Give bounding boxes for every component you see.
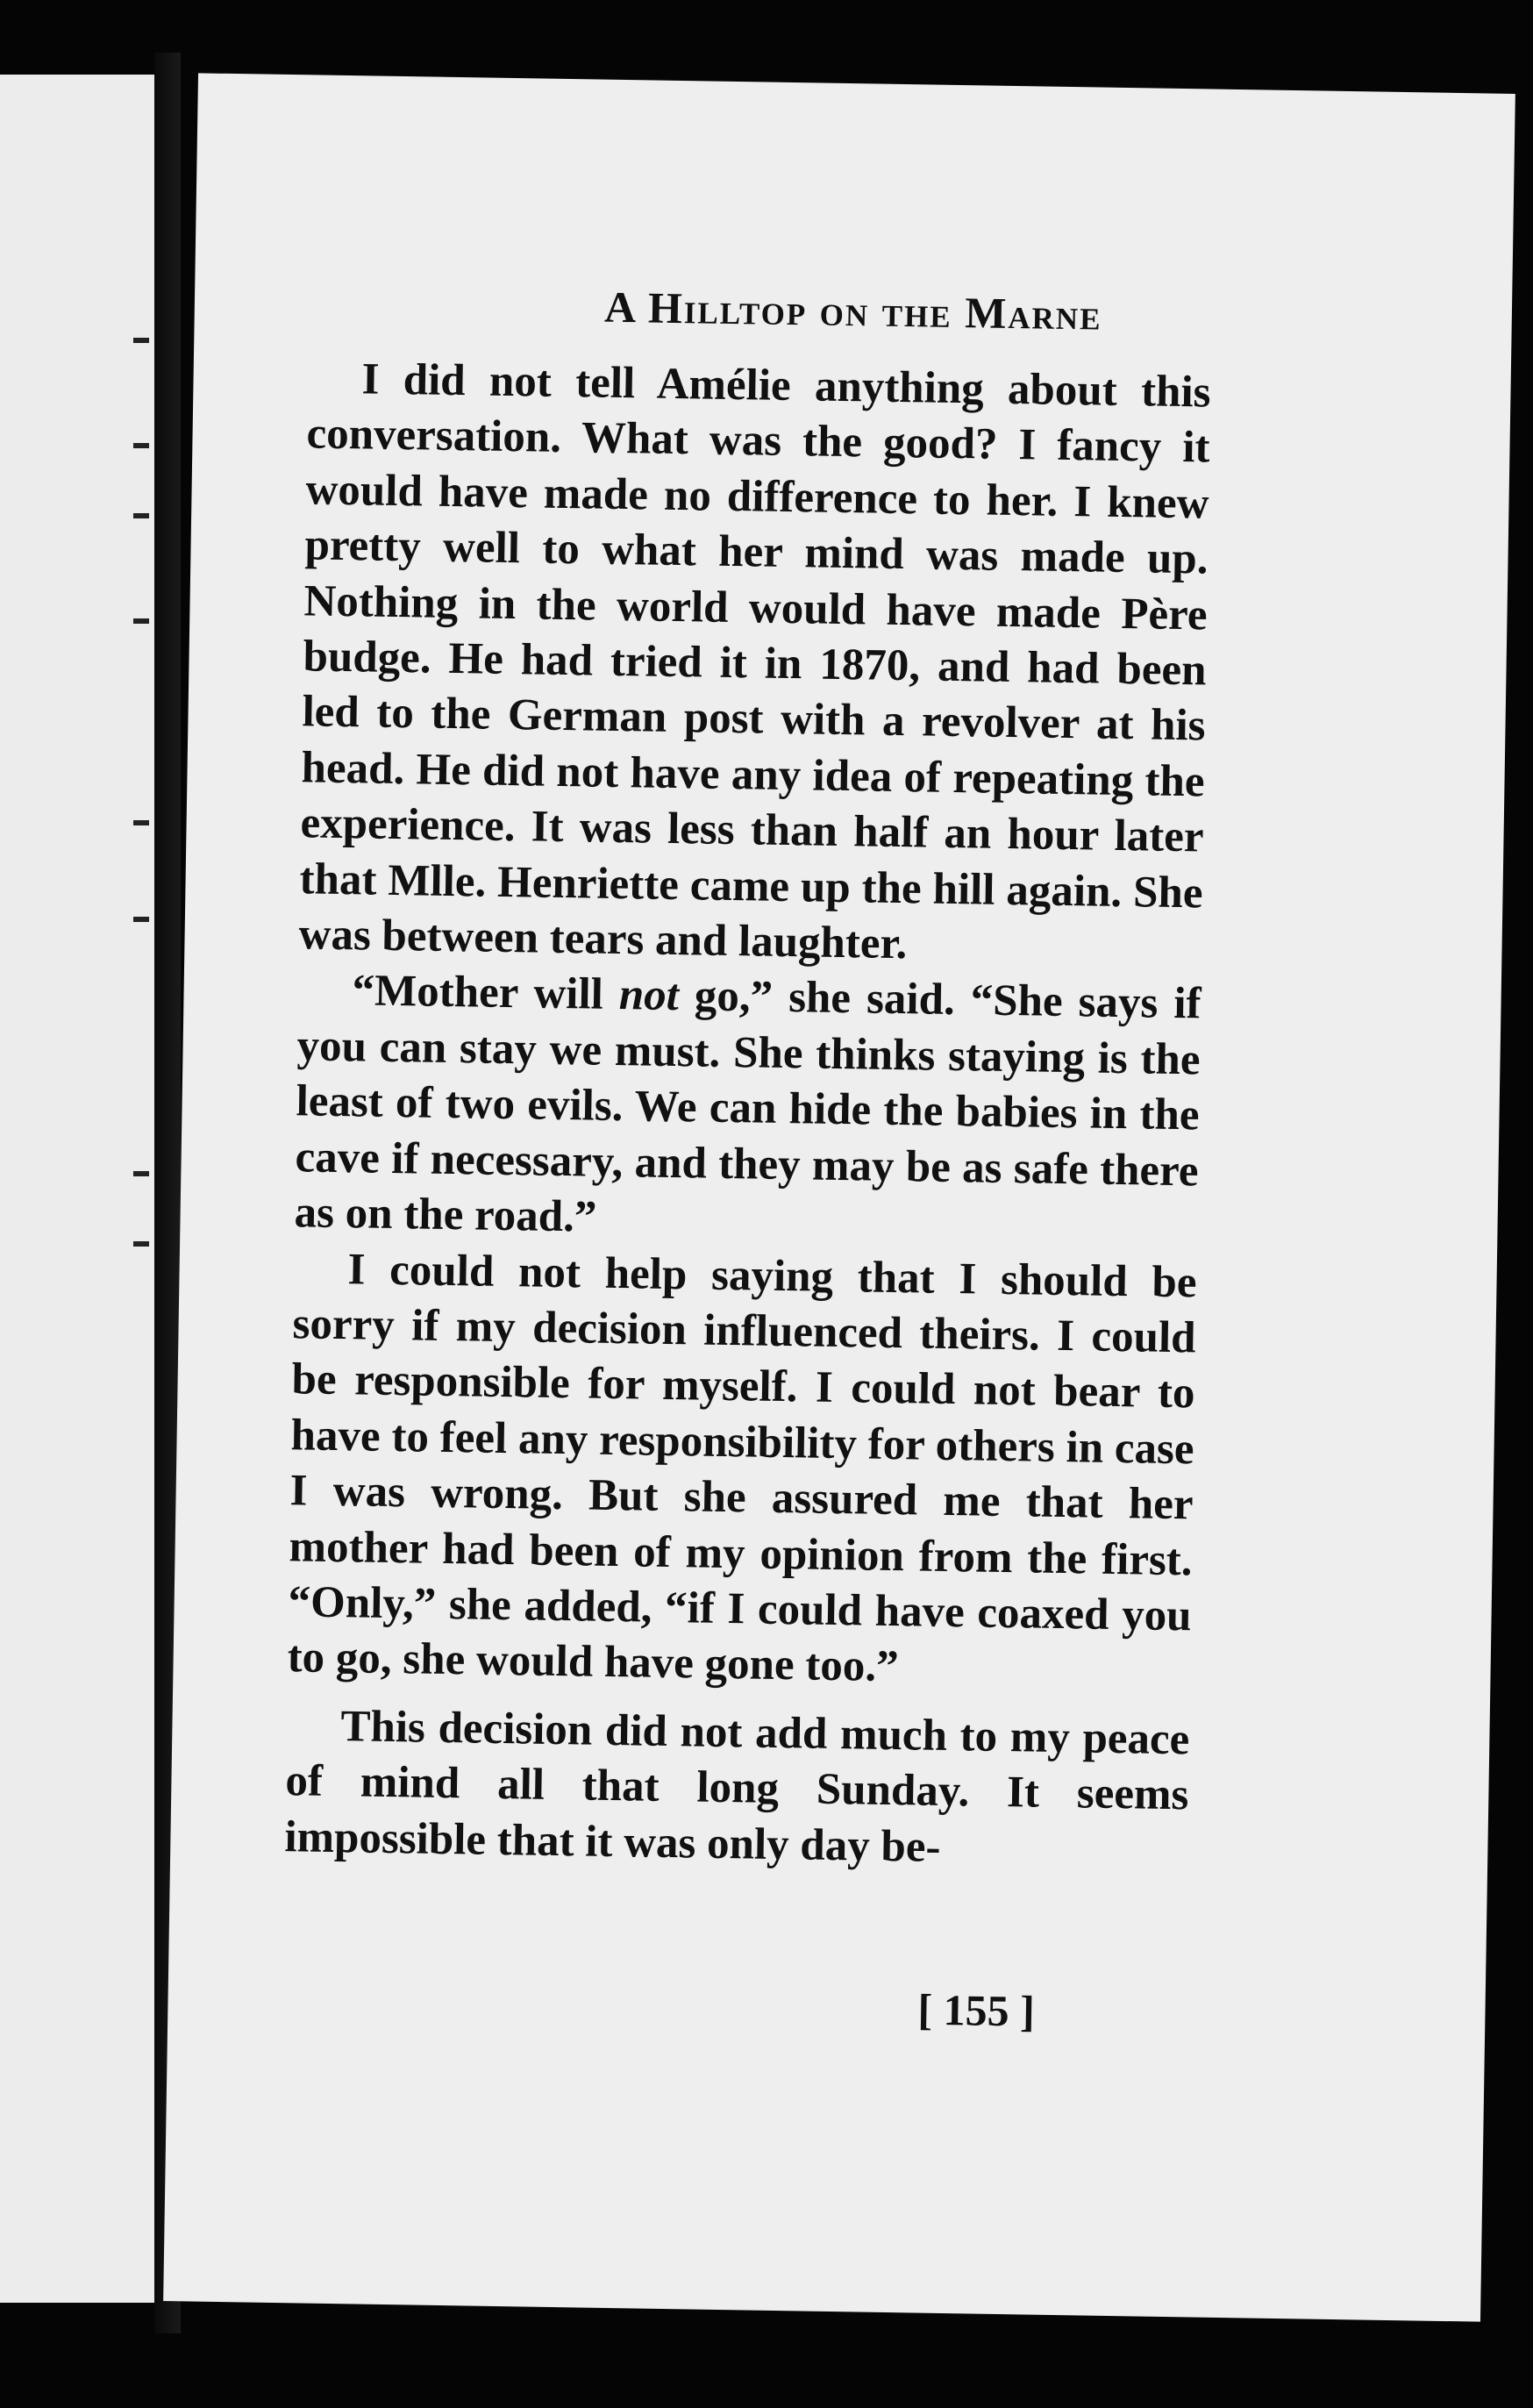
running-head: A Hilltop on the Marne [603,282,1103,339]
book-page [163,73,1515,2321]
paragraph [294,963,1201,1255]
paragraph: I did not tell Amélie anything about this conversation. What was the good? I fancy it would have made no difference to her. I knew pretty well to what her mind was made up. Nothing in the world would have made Père budge. He had tried it in 1870, and had been led to the German post with a revolver at his head. He did not have any idea of repeating the experience. It was less than half an hour later that Mlle. Henriette came up the hill again. She was between tears and laughter. [298,354,1211,969]
text-fragment-mark [133,1171,149,1176]
text-fragment-mark [133,917,149,922]
facing-page-edge [0,75,154,2303]
text-fragment-mark [133,338,149,343]
text-fragment-mark [133,820,149,825]
page-number: [ 155 ] [917,1984,1036,2036]
text-fragment-mark [133,443,149,448]
paragraph: This decision did not add much to my peace of mind all that long Sunday. It seems impossible that it was only day be- [284,1701,1190,1872]
paragraph-text: “Mother will [352,966,620,1020]
body-text [284,351,1211,1879]
text-fragment-mark [133,1241,149,1247]
paragraph-text: go,” she said. “She says if you can stay we must. She thinks staying is the least of two evils. We can hide the babies in the cave if necessary, and they may be as safe there as on the road.” [294,971,1201,1242]
emphasized-word: not [618,970,680,1021]
paragraph: I could not help saying that I should be sorry if my decision influenced theirs. I could be responsible for myself. I could not bear to have to feel any responsibility for others in case I was wrong. But she assured me that her mother had been of my opinion from the first. “Only,” she added, “if I could have coaxed you to go, she would have gone too.” [287,1244,1197,1692]
text-fragment-mark [133,618,149,624]
text-fragment-mark [133,513,149,518]
